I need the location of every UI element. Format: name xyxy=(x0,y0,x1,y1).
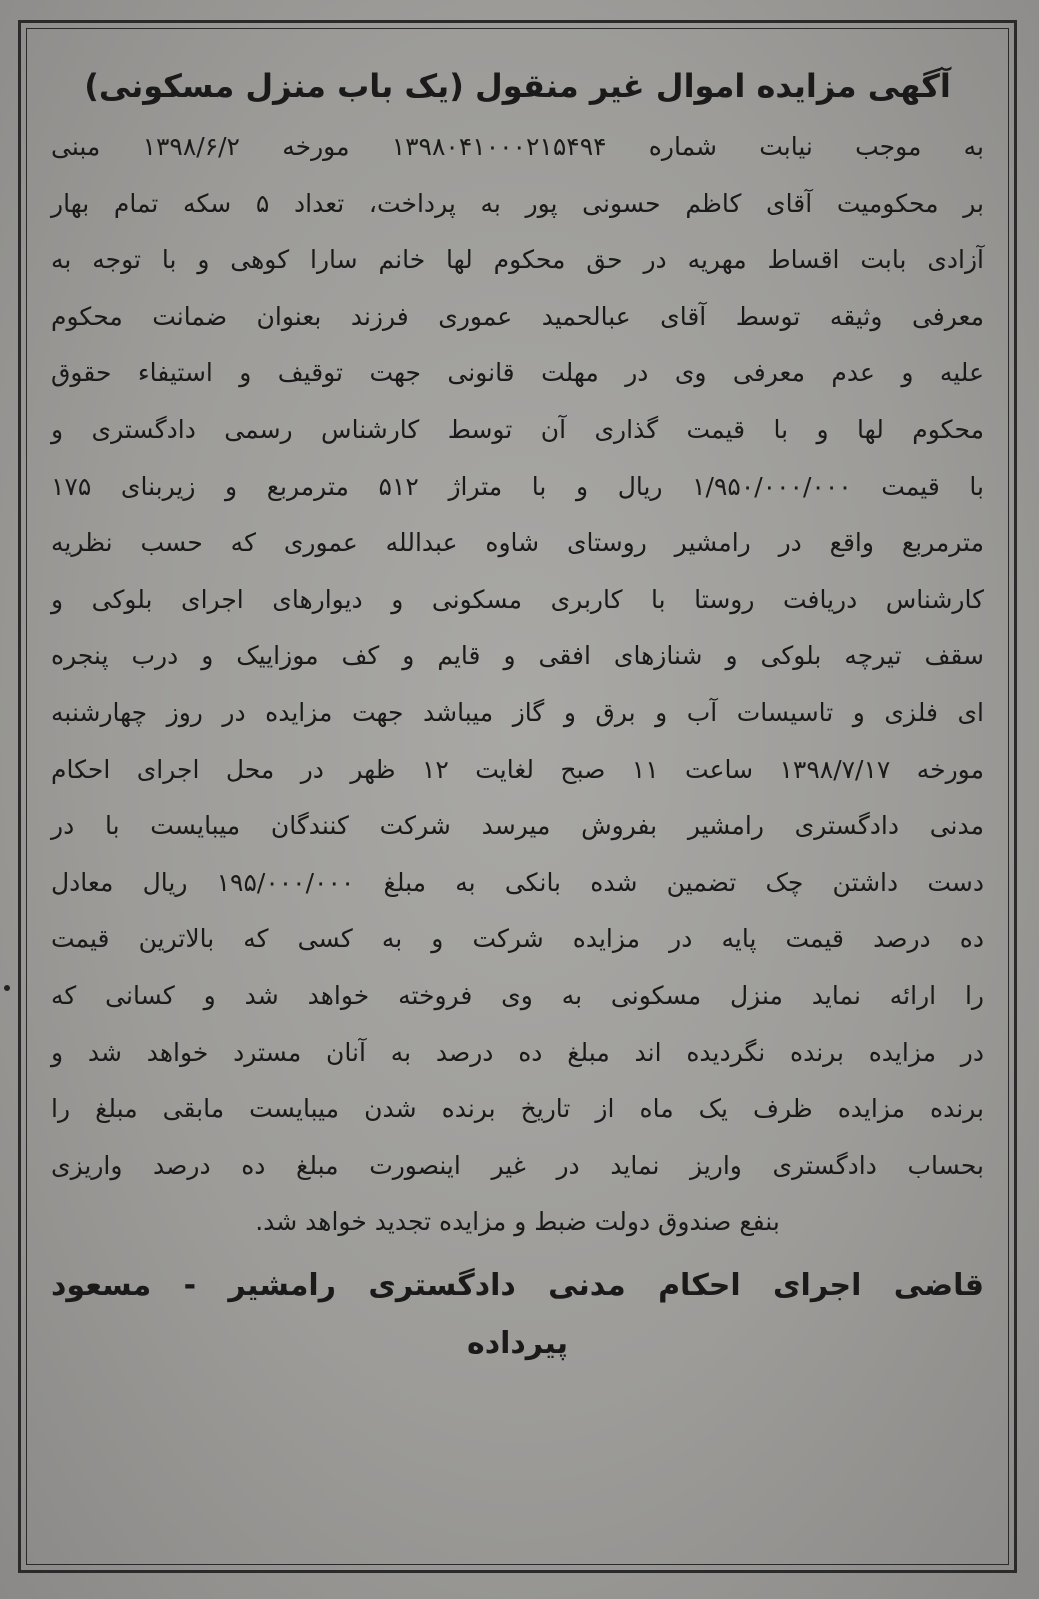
body-line: مترمربع واقع در رامشیر روستای شاوه عبدالله عموری که حسب نظریه xyxy=(51,528,984,558)
body-line: سقف تیرچه بلوکی و شنازهای افقی و قایم و کف موزاییک و درب پنجره xyxy=(51,641,984,671)
body-line: در مزایده برنده نگردیده اند مبلغ ده درصد به آنان مسترد خواهد شد و xyxy=(51,1037,984,1067)
body-line: با قیمت ۱/۹۵۰/۰۰۰/۰۰۰ ریال و با متراژ ۵۱۲ مترمربع و زیربنای ۱۷۵ xyxy=(51,471,984,501)
body-line: مدنی دادگستری رامشیر بفروش میرسد شرکت کنندگان میبایست با در xyxy=(51,811,984,841)
body-line: کارشناس دریافت روستا با کاربری مسکونی و دیوارهای اجرای بلوکی و xyxy=(51,584,984,614)
signature-title: قاضی اجرای احکام مدنی دادگستری رامشیر - مسعود xyxy=(51,1267,984,1303)
body-line: بر محکومیت آقای کاظم حسونی پور به پرداخت، تعداد ۵ سکه تمام بهار xyxy=(51,188,984,218)
body-line: برنده مزایده ظرف یک ماه از تاریخ برنده شدن میبایست مابقی مبلغ را xyxy=(51,1094,984,1124)
body-line: معرفی وثیقه توسط آقای عبالحمید عموری فرزند بعنوان ضمانت محکوم xyxy=(51,301,984,331)
body-line: دست داشتن چک تضمین شده بانکی به مبلغ ۱۹۵/۰۰۰/۰۰۰ ریال معادل xyxy=(51,867,984,897)
body-line: به موجب نیابت شماره ۱۳۹۸۰۴۱۰۰۰۲۱۵۴۹۴ مورخه ۱۳۹۸/۶/۲ مبنی xyxy=(51,132,984,161)
signature-block xyxy=(51,1257,984,1373)
body-line: محکوم لها و با قیمت گذاری آن توسط کارشناس رسمی دادگستری و xyxy=(51,414,984,444)
notice-frame-outer xyxy=(18,20,1017,1573)
body-line-last: بنفع صندوق دولت ضبط و مزایده تجدید خواهد شد. xyxy=(255,1207,780,1237)
body-line: ده درصد قیمت پایه در مزایده شرکت و به کسی که بالاترین قیمت xyxy=(51,924,984,954)
edge-speck xyxy=(4,985,10,991)
body-line: بحساب دادگستری واریز نماید در غیر اینصورت مبلغ ده درصد واریزی xyxy=(51,1150,984,1180)
notice-title: آگهی مزایده اموال غیر منقول (یک باب منزل مسکونی) xyxy=(84,67,951,105)
body-line: را ارائه نماید منزل مسکونی به وی فروخته خواهد شد و کسانی که xyxy=(51,980,984,1010)
signature-name: پیرداده xyxy=(467,1325,568,1361)
body-line: مورخه ۱۳۹۸/۷/۱۷ ساعت ۱۱ صبح لغایت ۱۲ ظهر در محل اجرای احکام xyxy=(51,754,984,784)
notice-frame-inner xyxy=(26,28,1009,1565)
body-line: ای فلزی و تاسیسات آب و برق و گاز میباشد جهت مزایده در روز چهارشنبه xyxy=(51,697,984,727)
body-line: علیه و عدم معرفی وی در مهلت قانونی جهت توقیف و استیفاء حقوق xyxy=(51,358,984,388)
notice-body xyxy=(51,119,984,1251)
body-line: آزادی بابت اقساط مهریه در حق محکوم لها خانم سارا کوهی و با توجه به xyxy=(51,245,984,275)
